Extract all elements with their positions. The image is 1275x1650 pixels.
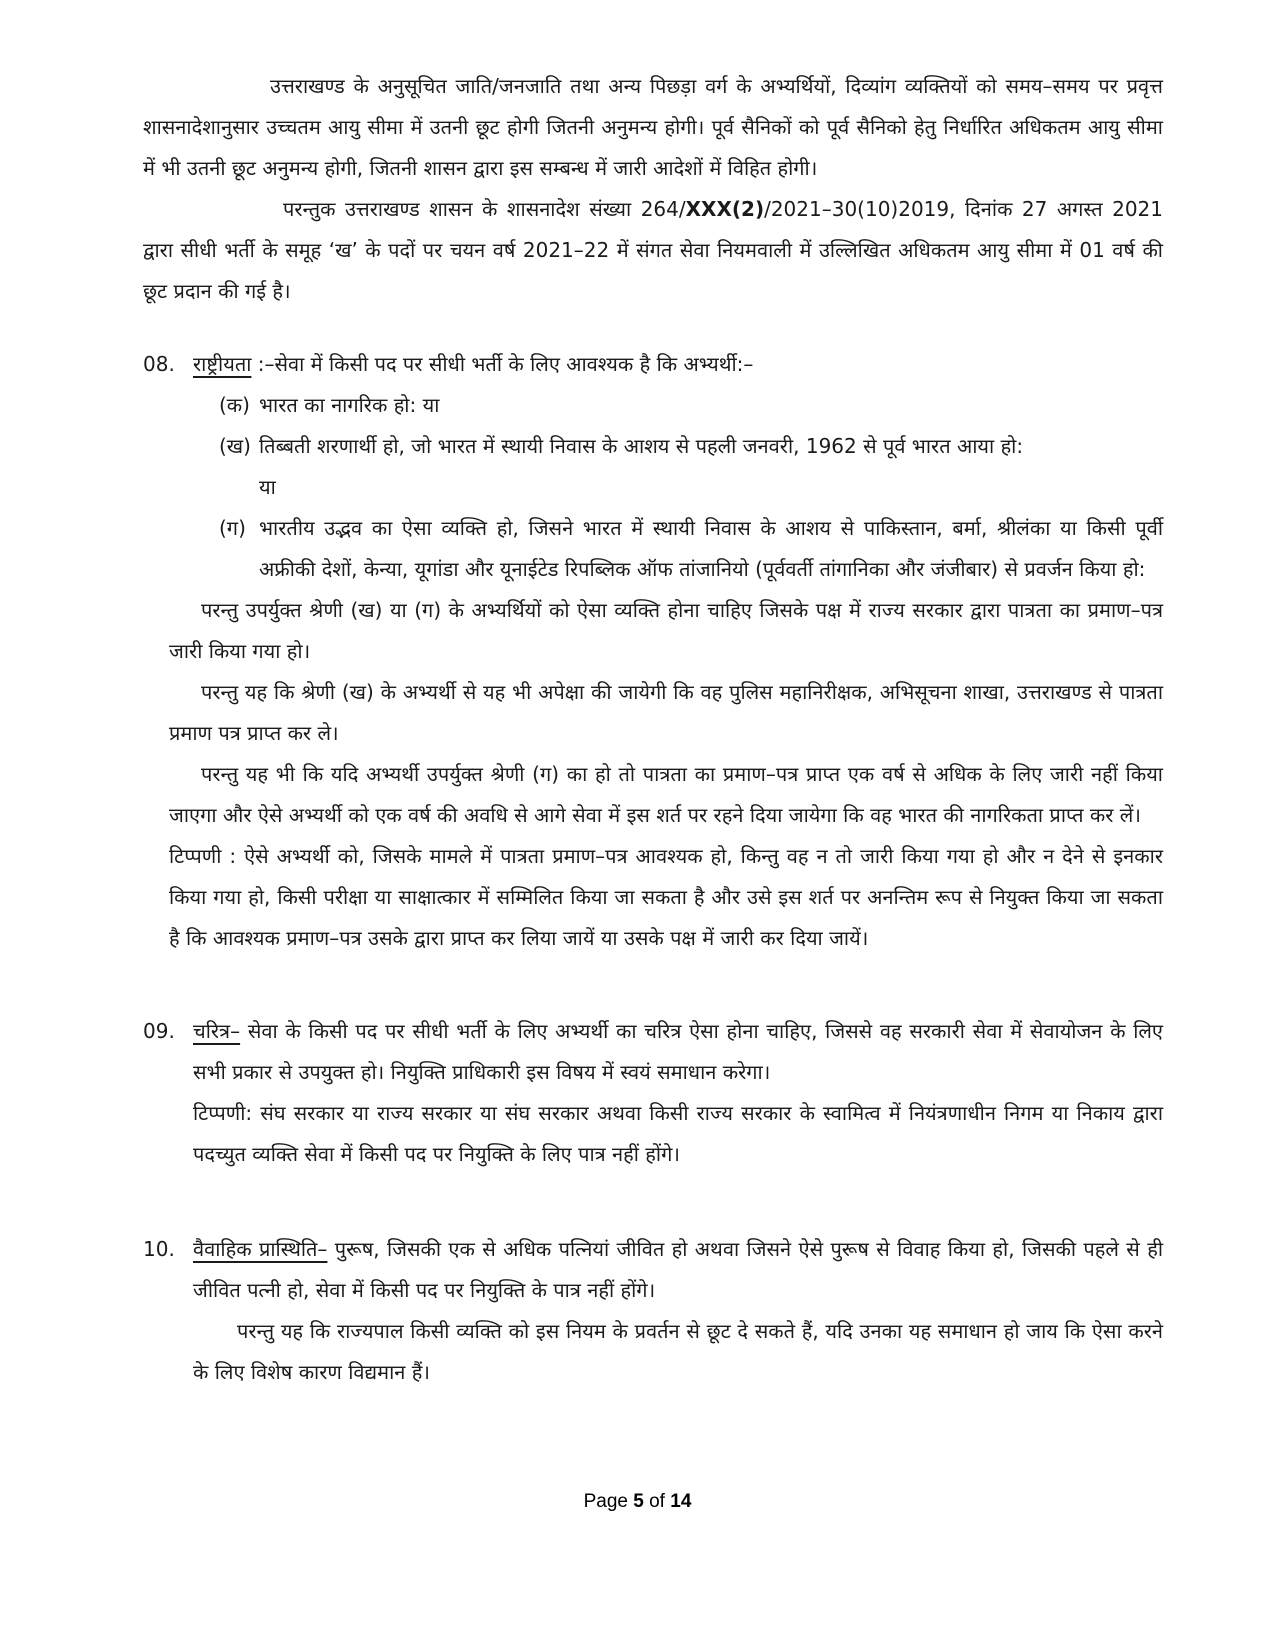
intro-paragraph-proviso-order (143, 189, 1163, 312)
section-08-number: 08. (143, 352, 175, 376)
section-08-heading: राष्ट्रीयता (193, 352, 252, 376)
section-08-nationality (143, 344, 1163, 959)
footer-of: of (649, 1491, 665, 1512)
section-10-heading: वैवाहिक प्रास्थिति– (193, 1237, 328, 1261)
intro-paragraph-age-relaxation: उत्तराखण्ड के अनुसूचित जाति/जनजाति तथा अन्य पिछड़ा वर्ग के अभ्यर्थियों, दिव्यांग व्यक्तियों को समय–समय पर प्रवृत्त शासनादेशानुसार उच्चतम आयु सीमा में उतनी छूट होगी जितनी अनुमन्य होगी। पूर्व सैनिकों को पूर्व सैनिको हेतु निर्धारित अधिकतम आयु सीमा में भी उतनी छूट अनुमन्य होगी, जितनी शासन द्वारा इस सम्बन्ध में जारी आदेशों में विहित होगी। (143, 74, 1163, 180)
section-08-lead (193, 344, 1163, 385)
section-09-heading-suffix: सेवा के किसी पद पर सीधी भर्ती के लिए अभ्यर्थी का चरित्र ऐसा होना चाहिए, जिससे वह सरकारी सेवा में सेवायोजन के लिए सभी प्रकार से उपयुक्त हो। नियुक्ति प्राधिकारी इस विषय में स्वयं समाधान करेगा। (193, 1019, 1163, 1084)
section-10-proviso-1: परन्तु यह कि राज्यपाल किसी व्यक्ति को इस नियम के प्रवर्तन से छूट दे सकते हैं, यदि उनका यह समाधान हो जाय कि ऐसा करने के लिए विशेष कारण विद्यमान हैं। (193, 1319, 1163, 1384)
section-08-heading-suffix: :–सेवा में किसी पद पर सीधी भर्ती के लिए आवश्यक है कि अभ्यर्थी:– (251, 352, 754, 376)
section-08-note: टिप्पणी : ऐसे अभ्यर्थी को, जिसके मामले में पात्रता प्रमाण–पत्र आवश्यक हो, किन्तु वह न तो जारी किया गया हो और न देने से इनकार किया गया हो, किसी परीक्षा या साक्षात्कार में सम्मिलित किया जा सकता है और उसे इस शर्त पर अनन्तिम रूप से नियुक्त किया जा सकता है कि आवश्यक प्रमाण–पत्र उसके द्वारा प्राप्त कर लिया जायें या उसके पक्ष में जारी कर दिया जायें। (169, 844, 1163, 950)
clause-ga (219, 508, 1163, 590)
footer-total-pages: 14 (670, 1491, 692, 1512)
section-09-lead (193, 1011, 1163, 1093)
clause-ka (219, 385, 1163, 426)
section-08-proviso-1: परन्तु उपर्युक्त श्रेणी (ख) या (ग) के अभ्यर्थियों को ऐसा व्यक्ति होना चाहिए जिसके पक्ष में राज्य सरकार द्वारा पात्रता का प्रमाण–पत्र जारी किया गया हो। (169, 598, 1163, 663)
clause-ga-marker: (ग) (219, 516, 246, 540)
clause-kha-marker: (ख) (219, 434, 251, 458)
section-10-lead (193, 1229, 1163, 1311)
section-10-heading-suffix: पुरूष, जिसकी एक से अधिक पत्नियां जीवित हो अथवा जिसने ऐसे पुरूष से विवाह किया हो, जिसकी पहले से ही जीवित पत्नी हो, सेवा में किसी पद पर नियुक्ति के पात्र नहीं होंगे। (193, 1237, 1163, 1302)
proviso-order-text-pre: परन्तुक उत्तराखण्ड शासन के शासनादेश संख्या 264/ (283, 197, 686, 221)
footer-label: Page (583, 1491, 628, 1512)
clause-kha-text: तिब्बती शरणार्थी हो, जो भारत में स्थायी निवास के आशय से पहली जनवरी, 1962 से पूर्व भारत आया हो: (259, 434, 1024, 458)
clause-ga-text: भारतीय उद्भव का ऐसा व्यक्ति हो, जिसने भारत में स्थायी निवास के आशय से पाकिस्तान, बर्मा, श्रीलंका या किसी पूर्वी अफ्रीकी देशों, केन्या, यूगांडा और यूनाईटेड रिपब्लिक ऑफ तांजानियो (पूर्ववर्ती तांगानिका और जंजीबार) से प्रवर्जन किया हो: (259, 516, 1163, 581)
section-09-character (143, 1011, 1163, 1175)
proviso-order-text-post: /2021–30(10)2019, दिनांक 27 अगस्त 2021 द्वारा सीधी भर्ती के समूह ‘ख’ के पदों पर चयन वर्ष 2021–22 में संगत सेवा नियमवाली में उल्लिखित अधिकतम आयु सीमा में 01 वर्ष की छूट प्रदान की गई है। (143, 197, 1163, 303)
clause-ka-marker: (क) (219, 393, 250, 417)
clause-kha-text-or: या (259, 475, 276, 499)
footer-page-number: 5 (633, 1491, 644, 1512)
section-09-heading: चरित्र– (193, 1019, 241, 1043)
clause-ka-text: भारत का नागरिक हो: या (259, 393, 440, 417)
section-08-proviso-2: परन्तु यह कि श्रेणी (ख) के अभ्यर्थी से यह भी अपेक्षा की जायेगी कि वह पुलिस महानिरीक्षक, अभिसूचना शाखा, उत्तराखण्ड से पात्रता प्रमाण पत्र प्राप्त कर ले। (169, 680, 1163, 745)
clause-kha (219, 426, 1163, 508)
section-10-number: 10. (143, 1237, 175, 1261)
section-09-number: 09. (143, 1019, 175, 1043)
order-number-bold: XXX(2) (685, 197, 765, 221)
section-09-note: टिप्पणी: संघ सरकार या राज्य सरकार या संघ सरकार अथवा किसी राज्य सरकार के स्वामित्व में नियंत्रणाधीन निगम या निकाय द्वारा पदच्युत व्यक्ति सेवा में किसी पद पर नियुक्ति के लिए पात्र नहीं होंगे। (193, 1101, 1163, 1166)
page-footer (0, 1490, 1275, 1514)
section-10-marital-status (143, 1229, 1163, 1393)
section-08-proviso-3: परन्तु यह भी कि यदि अभ्यर्थी उपर्युक्त श्रेणी (ग) का हो तो पात्रता का प्रमाण–पत्र प्राप्त एक वर्ष से अधिक के लिए जारी नहीं किया जाएगा और ऐसे अभ्यर्थी को एक वर्ष की अवधि से आगे सेवा में इस शर्त पर रहने दिया जायेगा कि वह भारत की नागरिकता प्राप्त कर लें। (169, 762, 1163, 827)
